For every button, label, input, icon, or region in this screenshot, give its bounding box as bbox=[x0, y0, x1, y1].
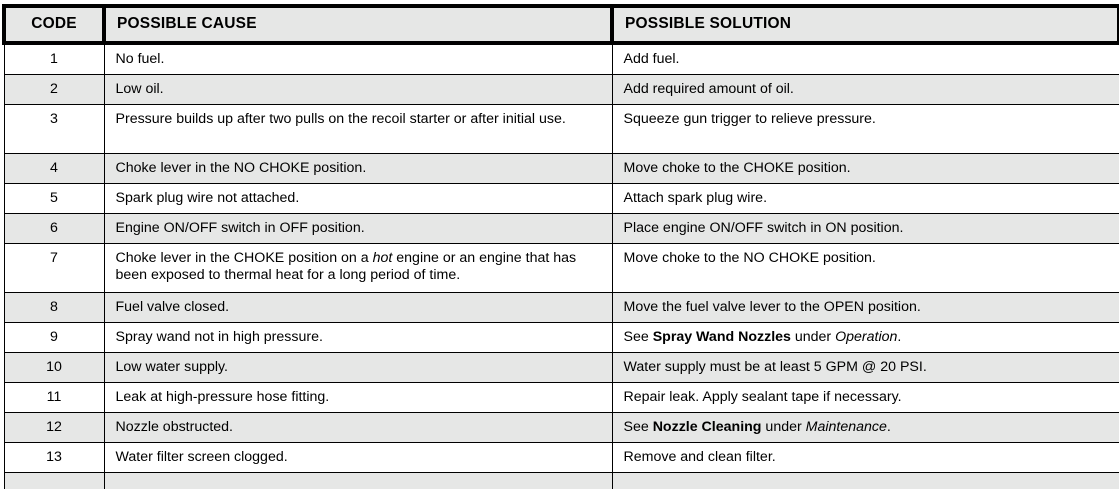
cell-code bbox=[4, 473, 104, 489]
cell-possible-cause: Low oil. bbox=[104, 75, 612, 105]
cell-possible-cause: Nozzle obstructed. bbox=[104, 413, 612, 443]
cell-possible-cause: Spark plug wire not attached. bbox=[104, 184, 612, 214]
cell-possible-solution: See Spray Wand Nozzles under Operation. bbox=[612, 323, 1119, 353]
cell-possible-solution: Attach spark plug wire. bbox=[612, 184, 1119, 214]
cell-possible-cause: Water filter screen clogged. bbox=[104, 443, 612, 473]
cell-code: 3 bbox=[4, 105, 104, 154]
table-row bbox=[4, 184, 1119, 214]
cell-possible-solution: Move choke to the CHOKE position. bbox=[612, 154, 1119, 184]
cell-code: 11 bbox=[4, 383, 104, 413]
cell-possible-solution: See Nozzle Cleaning under Maintenance. bbox=[612, 413, 1119, 443]
table-row bbox=[4, 323, 1119, 353]
cell-code: 1 bbox=[4, 43, 104, 75]
cell-code: 13 bbox=[4, 443, 104, 473]
cell-possible-cause: Fuel valve closed. bbox=[104, 293, 612, 323]
cell-code: 7 bbox=[4, 244, 104, 293]
table-row bbox=[4, 214, 1119, 244]
cell-code: 8 bbox=[4, 293, 104, 323]
cell-code: 10 bbox=[4, 353, 104, 383]
table-row bbox=[4, 105, 1119, 154]
cell-possible-cause: Engine ON/OFF switch in OFF position. bbox=[104, 214, 612, 244]
cell-possible-solution: Remove and clean filter. bbox=[612, 443, 1119, 473]
cell-code: 6 bbox=[4, 214, 104, 244]
cell-code: 2 bbox=[4, 75, 104, 105]
table-row bbox=[4, 383, 1119, 413]
table-row bbox=[4, 443, 1119, 473]
cell-possible-solution: Add required amount of oil. bbox=[612, 75, 1119, 105]
column-header-possible-cause: POSSIBLE CAUSE bbox=[104, 6, 612, 43]
cell-code: 12 bbox=[4, 413, 104, 443]
table-row bbox=[4, 244, 1119, 293]
cell-possible-solution: Water supply must be at least 5 GPM @ 20 PSI. bbox=[612, 353, 1119, 383]
cell-possible-cause: Choke lever in the NO CHOKE position. bbox=[104, 154, 612, 184]
table-row bbox=[4, 353, 1119, 383]
table-row bbox=[4, 413, 1119, 443]
troubleshooting-table bbox=[2, 4, 1119, 489]
cell-possible-cause bbox=[104, 473, 612, 489]
cell-possible-cause: Spray wand not in high pressure. bbox=[104, 323, 612, 353]
cell-possible-solution: Repair leak. Apply sealant tape if necessary. bbox=[612, 383, 1119, 413]
cell-possible-solution: Move choke to the NO CHOKE position. bbox=[612, 244, 1119, 293]
cell-possible-cause: Pressure builds up after two pulls on the recoil starter or after initial use. bbox=[104, 105, 612, 154]
cell-possible-cause: Choke lever in the CHOKE position on a hot engine or an engine that has been exposed to thermal heat for a long period of time. bbox=[104, 244, 612, 293]
cell-possible-solution: Move the fuel valve lever to the OPEN position. bbox=[612, 293, 1119, 323]
cell-possible-solution: Add fuel. bbox=[612, 43, 1119, 75]
table-row bbox=[4, 75, 1119, 105]
table-header bbox=[4, 6, 1119, 43]
cell-possible-solution: Place engine ON/OFF switch in ON position. bbox=[612, 214, 1119, 244]
cell-code: 4 bbox=[4, 154, 104, 184]
table-body bbox=[4, 43, 1119, 489]
table-row bbox=[4, 154, 1119, 184]
column-header-code: CODE bbox=[4, 6, 104, 43]
table-row bbox=[4, 473, 1119, 489]
cell-possible-cause: Leak at high-pressure hose fitting. bbox=[104, 383, 612, 413]
cell-possible-cause: No fuel. bbox=[104, 43, 612, 75]
table-row bbox=[4, 293, 1119, 323]
table-header-row bbox=[4, 6, 1119, 43]
table-row bbox=[4, 43, 1119, 75]
cell-possible-solution: Squeeze gun trigger to relieve pressure. bbox=[612, 105, 1119, 154]
column-header-possible-solution: POSSIBLE SOLUTION bbox=[612, 6, 1119, 43]
cell-code: 5 bbox=[4, 184, 104, 214]
cell-possible-cause: Low water supply. bbox=[104, 353, 612, 383]
cell-code: 9 bbox=[4, 323, 104, 353]
cell-possible-solution bbox=[612, 473, 1119, 489]
